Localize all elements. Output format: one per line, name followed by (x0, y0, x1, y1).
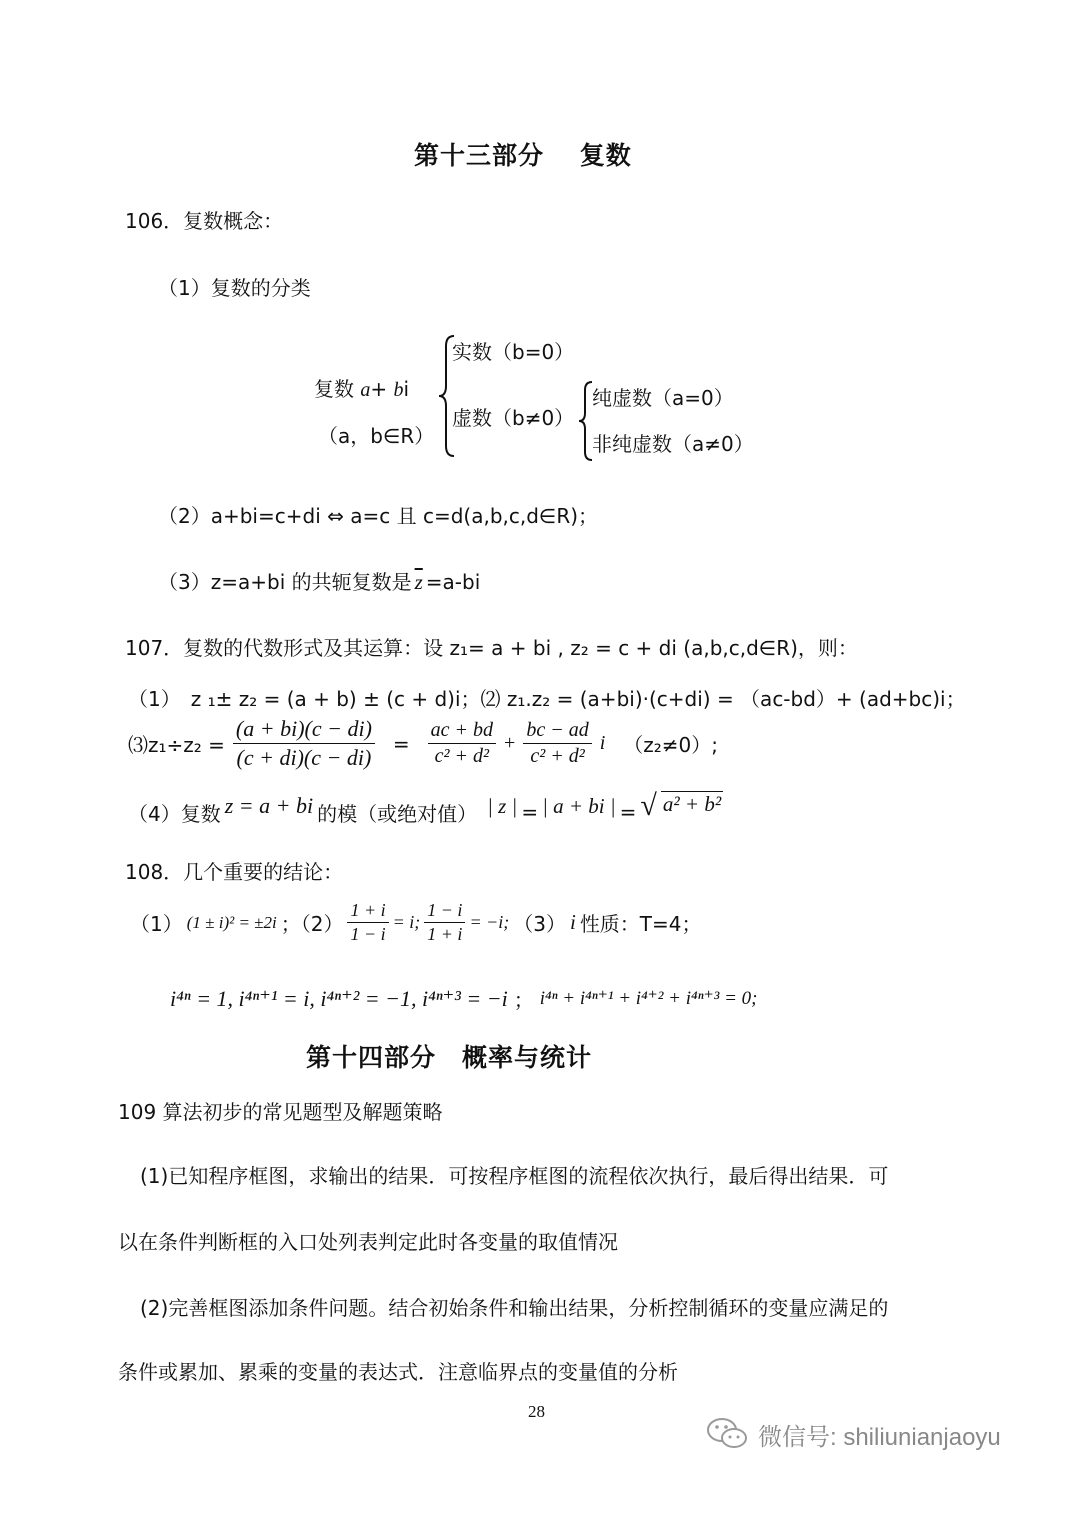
fraction-1: $\frac{1 + i}{1 - i}$ (347, 900, 388, 945)
heading-106: 106．复数概念： (125, 209, 284, 233)
conjugate-z: $\overline{z}$ (414, 570, 423, 594)
item-107-1-2: （1） z ₁± z₂ = (a + b) ± (c + d)i；⑵ z₁.z₂ = (a+bi)·(c+di) = （ac-bd）+ (ad+bc)i； (128, 687, 966, 711)
fraction-division: $\frac{(a + bi)(c - di)}{(c + di)(c - di)}$ (233, 716, 375, 771)
fraction-real-part: $\frac{ac + bd}{\text{c² + d²}}$ (428, 719, 496, 768)
wechat-icon (706, 1416, 748, 1452)
fraction-2: $\frac{1 - i}{1 + i}$ (424, 900, 465, 945)
heading-107: 107．复数的代数形式及其运算：设 z₁= a + bi , z₂ = c + di (a,b,c,d∈R)，则： (125, 636, 858, 660)
heading-108: 108．几个重要的结论： (125, 860, 344, 884)
tree-root-line1: 复数 a+ bi (314, 377, 410, 401)
sqrt-sign: √ (640, 789, 657, 822)
item-106-2: （2）a+bi=c+di ⇔ a=c 且 c=d(a,b,c,d∈R)； (158, 504, 599, 528)
item-109-1-line1: (1)已知程序框图，求输出的结果．可按程序框图的流程依次执行，最后得出结果．可 (140, 1164, 889, 1188)
tree-nonpure: 非纯虚数（a≠0） (592, 432, 754, 456)
item-109-2-line2: 条件或累加、累乘的变量的表达式．注意临界点的变量值的分析 (118, 1360, 678, 1384)
section-title-14: 第十四部分 概率与统计 (306, 1043, 593, 1072)
section-title-13: 第十三部分 复数 (414, 141, 632, 170)
item-106-1: （1）复数的分类 (158, 276, 311, 300)
page-number: 28 (528, 1402, 545, 1421)
tree-pure: 纯虚数（a=0） (592, 386, 734, 410)
wechat-watermark: 微信号: shiliunianjaoyu (706, 1416, 1001, 1452)
tree-imag: 虚数（b≠0） (452, 406, 575, 430)
heading-109: 109 算法初步的常见题型及解题策略 (118, 1100, 443, 1124)
item-108-1: （1） (1 ± i)² = ±2i ；（2） $\frac{1 + i}{1 - i}$ = i; $\frac{1 - i}{1 + i}$ = −i; （3） i 性质：T=4； (130, 900, 702, 944)
item-109-2-line1: (2)完善框图添加条件问题。结合初始条件和输出结果，分析控制循环的变量应满足的 (140, 1296, 889, 1320)
item-108-2: i⁴ⁿ = 1, i⁴ⁿ⁺¹ = i, i⁴ⁿ⁺² = −1, i⁴ⁿ⁺³ = −i ； i⁴ⁿ + i⁴ⁿ⁺¹ + i⁴⁺² + i⁴ⁿ⁺³ = 0; (170, 985, 758, 1012)
fraction-imag-part: $\frac{bc - ad}{\text{c² + d²}}$ (523, 719, 591, 768)
item-106-3: （3）z=a+bi 的共轭复数是 $\overline{z} =a-bi$ (158, 570, 481, 594)
tree-real: 实数（b=0） (452, 340, 575, 364)
item-109-1-line2: 以在条件判断框的入口处列表判定此时各变量的取值情况 (118, 1230, 618, 1254)
item-107-3: ⑶z₁÷z₂ = $\frac{(a + bi)(c - di)}{(c + di)(c - di)}$ = $\frac{ac + bd}{\text{c² + d²}}$ + $\frac{bc - ad}{\text{c² + d²}}$ i （z₂≠0）; (128, 716, 719, 770)
item-107-4: （4）复数 z = a + bi 的模（或绝对值） | z | = | a + bi | = √ a² + b² (128, 789, 722, 826)
tree-root-line2: （a，b∈R） (318, 424, 435, 448)
